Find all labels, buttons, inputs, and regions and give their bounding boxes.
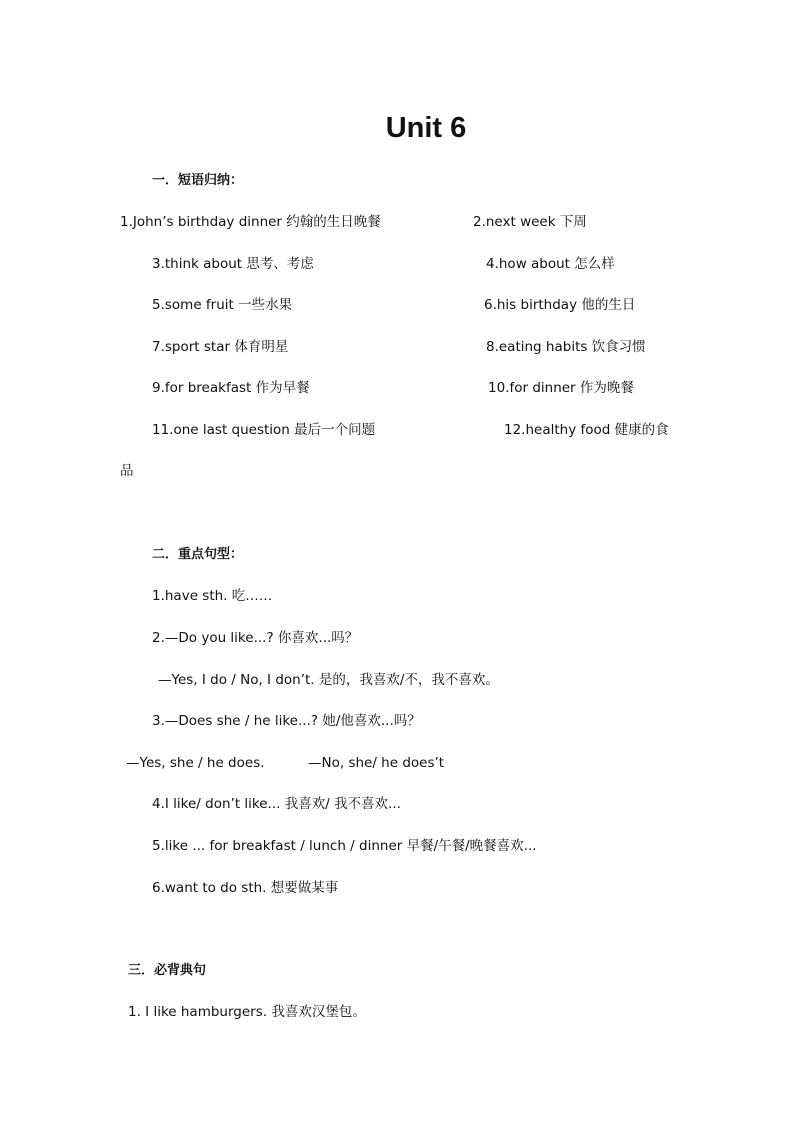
phrase-item: 10.for dinner 作为晚餐 xyxy=(488,380,634,396)
phrase-item: 8.eating habits 饮食习惯 xyxy=(486,339,646,355)
phrase-item: 6.his birthday 他的生日 xyxy=(484,297,636,313)
sentence-line: 6.want to do sth. 想要做某事 xyxy=(152,880,339,896)
sentence-line: 2.—Do you like...? 你喜欢...吗？ xyxy=(152,630,359,646)
sentence-line: —Yes, I do / No, I don’t. 是的，我喜欢/不，我不喜欢。 xyxy=(158,672,499,688)
key-sentence-line: 1. I like hamburgers. 我喜欢汉堡包。 xyxy=(128,1004,366,1020)
phrase-item: 5.some fruit 一些水果 xyxy=(152,297,293,313)
sentence-line: 3.—Does she / he like...? 她/他喜欢...吗？ xyxy=(152,713,421,729)
phrase-item: 1.John’s birthday dinner 约翰的生日晚餐 xyxy=(120,214,381,230)
phrase-item: 4.how about 怎么样 xyxy=(486,256,615,272)
phrase-item: 7.sport star 体育明星 xyxy=(152,339,289,355)
phrase-item: 9.for breakfast 作为早餐 xyxy=(152,380,310,396)
section-heading-key-sentences: 三．必背典句 xyxy=(128,963,207,978)
phrase-item: 3.think about 思考、考虑 xyxy=(152,256,314,272)
sentence-line: 1.have sth. 吃…… xyxy=(152,588,273,604)
page-title: Unit 6 xyxy=(385,112,467,144)
phrase-item: 11.one last question 最后一个问题 xyxy=(152,422,376,438)
phrase-item: 12.healthy food 健康的食 xyxy=(504,422,669,438)
sentence-line: 4.I like/ don’t like... 我喜欢/ 我不喜欢... xyxy=(152,796,401,812)
sentence-line: 5.like ... for breakfast / lunch / dinner 早餐/午餐/晚餐喜欢... xyxy=(152,838,537,854)
sentence-line: —Yes, she / he does. xyxy=(126,755,265,771)
phrase-item: 2.next week 下周 xyxy=(473,214,587,230)
phrase-item-wrap: 品 xyxy=(120,463,134,479)
section-heading-sentences: 二．重点句型： xyxy=(152,547,244,562)
section-heading-phrases: 一．短语归纳： xyxy=(152,173,244,188)
sentence-line: —No, she/ he does’t xyxy=(308,755,445,771)
